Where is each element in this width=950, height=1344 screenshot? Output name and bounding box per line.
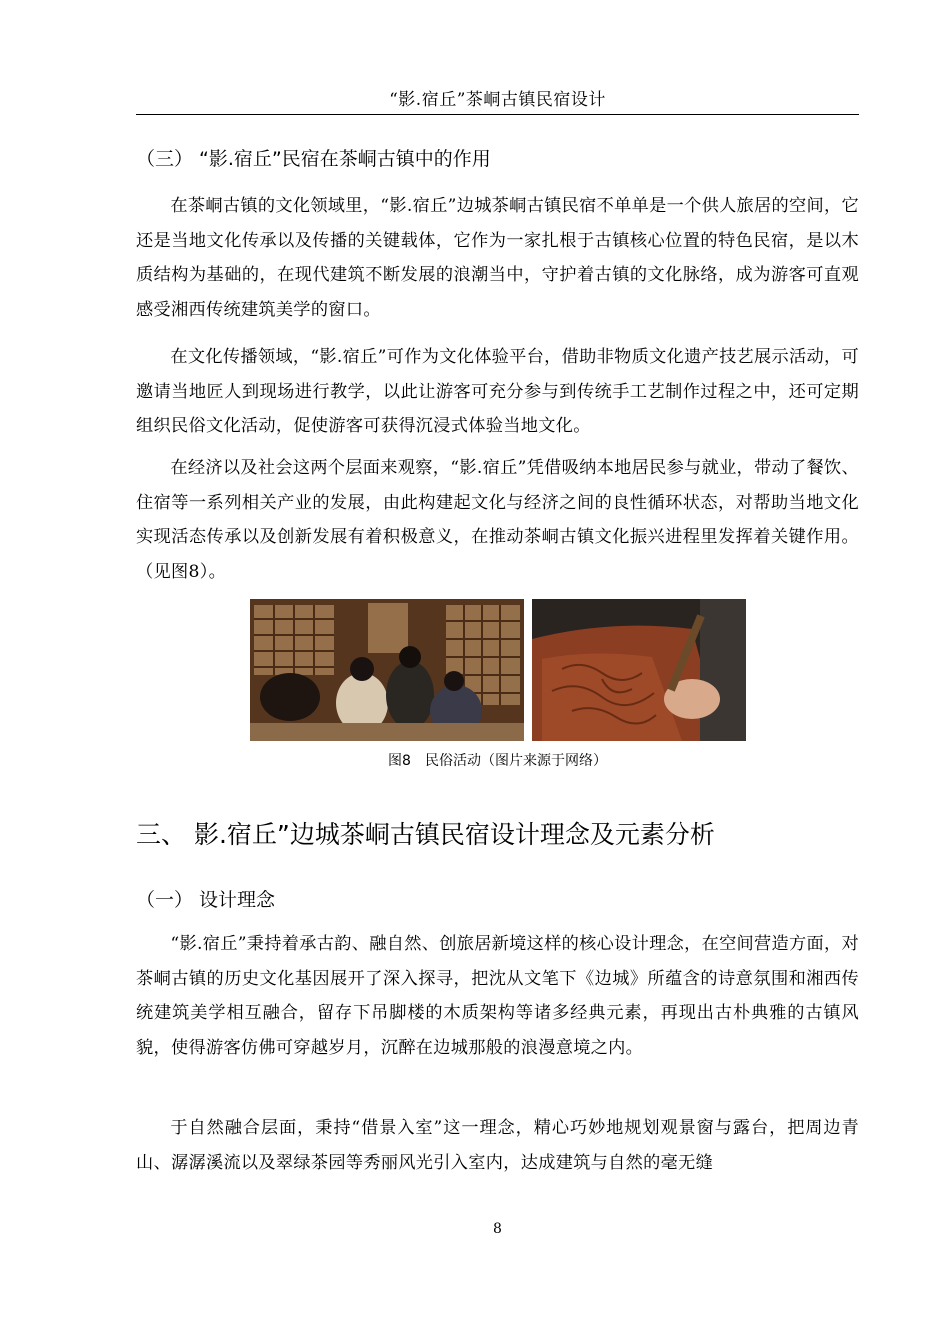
paragraph: 于自然融合层面，秉持“借景入室”这一理念，精心巧妙地规划观景窗与露台，把周边青山、潺潺溪流以及翠绿茶园等秀丽风光引入室内，达成建筑与自然的毫无缝 bbox=[136, 1118, 859, 1173]
page-number: 8 bbox=[493, 1221, 502, 1237]
subsection-heading: （一） 设计理念 bbox=[136, 889, 276, 911]
paragraph: 在茶峒古镇的文化领域里，“影.宿丘”边城茶峒古镇民宿不单单是一个供人旅居的空间，它还是当地文化传承以及传播的关键载体，它作为一家扎根于古镇核心位置的特色民宿，是以木质结构为基础的，在现代建筑不断发展的浪潮当中，守护着古镇的文化脉络，成为游客可直观感受湘西传统建筑美学的窗口。 bbox=[136, 196, 859, 320]
running-header: “影.宿丘”茶峒古镇民宿设计 bbox=[389, 90, 606, 110]
paragraph: 在文化传播领域，“影.宿丘”可作为文化体验平台，借助非物质文化遗产技艺展示活动，可邀请当地匠人到现场进行教学，以此让游客可充分参与到传统手工艺制作过程之中，还可定期组织民俗文化活动，促使游客可获得沉浸式体验当地文化。 bbox=[136, 347, 859, 436]
paragraph: 在经济以及社会这两个层面来观察，“影.宿丘”凭借吸纳本地居民参与就业，带动了餐饮、住宿等一系列相关产业的发展，由此构建起文化与经济之间的良性循环状态，对帮助当地文化实现活态传承以及创新发展有着积极意义，在推动茶峒古镇文化振兴进程里发挥着关键作用。（见图8）。 bbox=[136, 458, 859, 582]
section-heading: （三） “影.宿丘”民宿在茶峒古镇中的作用 bbox=[136, 148, 491, 170]
wood-carving-photo bbox=[532, 599, 746, 741]
figure-caption: 图8 民俗活动（图片来源于网络） bbox=[388, 753, 607, 769]
header-rule bbox=[136, 114, 859, 115]
chapter-heading: 三、 影.宿丘”边城茶峒古镇民宿设计理念及元素分析 bbox=[136, 820, 715, 849]
folk-activity-photo bbox=[250, 599, 524, 741]
paragraph: “影.宿丘”秉持着承古韵、融自然、创旅居新境这样的核心设计理念，在空间营造方面，对茶峒古镇的历史文化基因展开了深入探寻，把沈从文笔下《边城》所蕴含的诗意氛围和湘西传统建筑美学相互融合，留存下吊脚楼的木质架构等诸多经典元素，再现出古朴典雅的古镇风貌，使得游客仿佛可穿越岁月，沉醉在边城那般的浪漫意境之内。 bbox=[136, 934, 859, 1058]
